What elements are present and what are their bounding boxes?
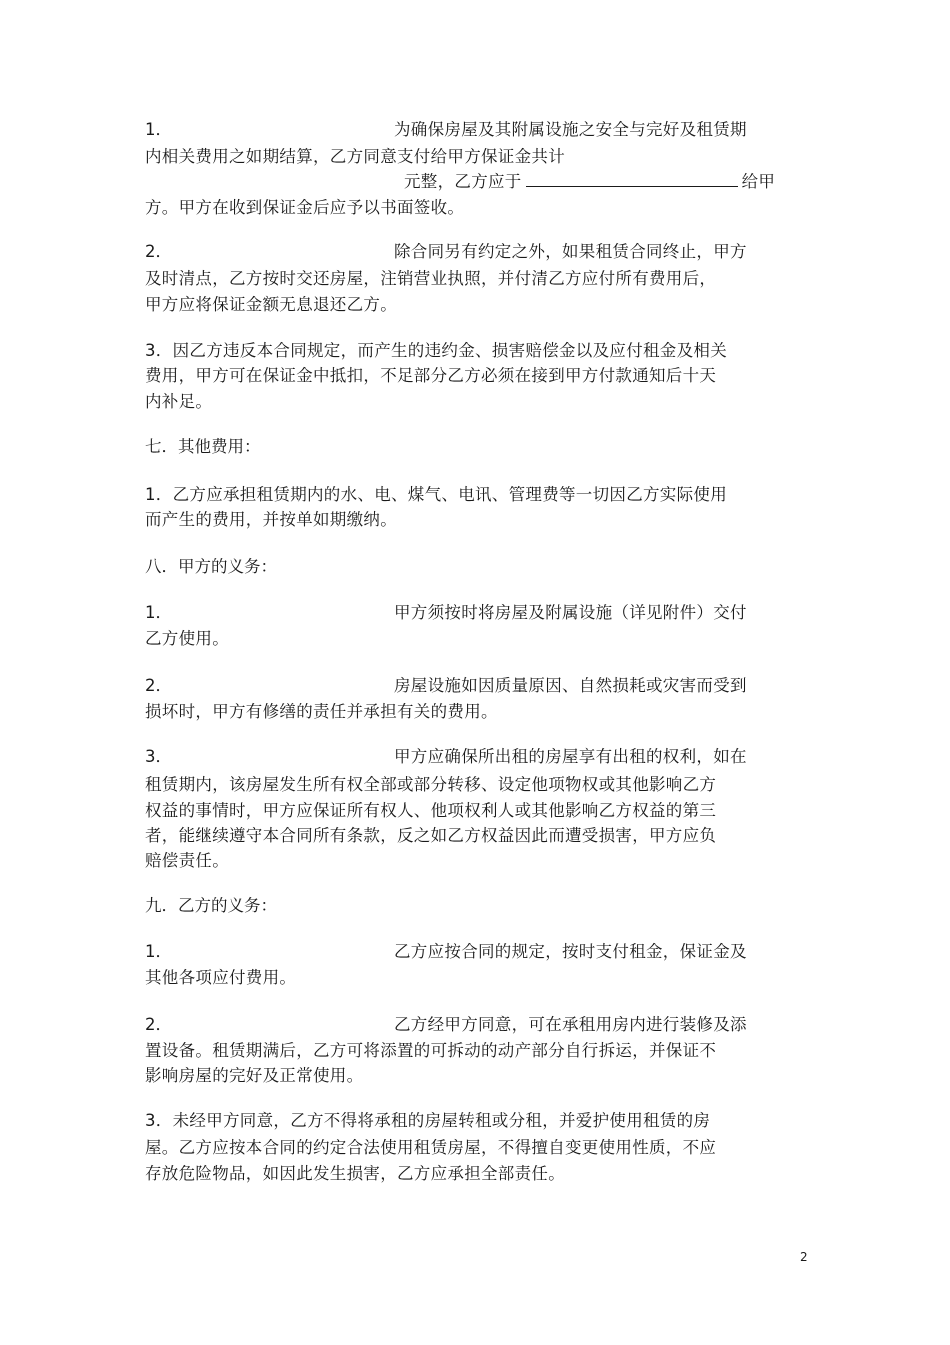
text-line: 乙方经甲方同意，可在承租用房内进行装修及添 bbox=[394, 1015, 747, 1034]
fill-in-blank bbox=[526, 172, 738, 187]
clause-number: 1． bbox=[145, 120, 172, 139]
text-line: 为确保房屋及其附属设施之安全与完好及租赁期 bbox=[394, 120, 747, 139]
text-fragment: 给甲 bbox=[741, 172, 776, 191]
text-line: 3．因乙方违反本合同规定，而产生的违约金、损害赔偿金以及应付租金及相关 bbox=[145, 341, 727, 360]
text-line: 租赁期内，该房屋发生所有权全部或部分转移、设定他项物权或其他影响乙方 bbox=[145, 775, 717, 794]
text-line: 费用，甲方可在保证金中抵扣，不足部分乙方必须在接到甲方付款通知后十天 bbox=[145, 366, 717, 385]
section-heading: 八．甲方的义务： bbox=[145, 557, 277, 576]
text-line: 甲方应将保证金额无息退还乙方。 bbox=[145, 295, 397, 314]
section-heading: 七．其他费用： bbox=[145, 437, 261, 456]
text-line: 1．乙方应承担租赁期内的水、电、煤气、电讯、管理费等一切因乙方实际使用 bbox=[145, 485, 727, 504]
clause-number: 1． bbox=[145, 603, 172, 622]
text-line: 甲方应确保所出租的房屋享有出租的权利，如在 bbox=[394, 747, 747, 766]
clause-number: 2． bbox=[145, 242, 172, 261]
text-line: 方。甲方在收到保证金后应予以书面签收。 bbox=[145, 198, 465, 217]
text-line: 存放危险物品，如因此发生损害，乙方应承担全部责任。 bbox=[145, 1164, 565, 1183]
text-line: 内相关费用之如期结算，乙方同意支付给甲方保证金共计 bbox=[145, 147, 565, 166]
text-line: 而产生的费用，并按单如期缴纳。 bbox=[145, 510, 397, 529]
clause-number: 2． bbox=[145, 1015, 172, 1034]
text-line: 房屋设施如因质量原因、自然损耗或灾害而受到 bbox=[394, 676, 747, 695]
clause-number: 2． bbox=[145, 676, 172, 695]
clause-number: 3． bbox=[145, 747, 172, 766]
text-fragment: 元整，乙方应于 bbox=[404, 172, 522, 191]
clause-number: 1． bbox=[145, 942, 172, 961]
text-line: 3．未经甲方同意，乙方不得将承租的房屋转租或分租，并爱护使用租赁的房 bbox=[145, 1111, 711, 1130]
text-line: 者，能继续遵守本合同所有条款，反之如乙方权益因此而遭受损害，甲方应负 bbox=[145, 826, 717, 845]
text-line: 及时清点，乙方按时交还房屋，注销营业执照，并付清乙方应付所有费用后， bbox=[145, 269, 717, 288]
text-line: 除合同另有约定之外，如果租赁合同终止，甲方 bbox=[394, 242, 747, 261]
text-line: 权益的事情时，甲方应保证所有权人、他项权利人或其他影响乙方权益的第三 bbox=[145, 801, 717, 820]
text-line: 影响房屋的完好及正常使用。 bbox=[145, 1066, 364, 1085]
text-line: 屋。乙方应按本合同的约定合法使用租赁房屋，不得擅自变更使用性质，不应 bbox=[145, 1138, 717, 1157]
text-line: 置设备。租赁期满后，乙方可将添置的可拆动的动产部分自行拆运，并保证不 bbox=[145, 1041, 717, 1060]
text-line: 乙方使用。 bbox=[145, 629, 229, 648]
text-line: 其他各项应付费用。 bbox=[145, 968, 297, 987]
page-number: 2 bbox=[800, 1250, 808, 1264]
text-line: 内补足。 bbox=[145, 392, 213, 411]
text-line: 赔偿责任。 bbox=[145, 851, 229, 870]
text-line: 损坏时，甲方有修缮的责任并承担有关的费用。 bbox=[145, 702, 498, 721]
section-heading: 九．乙方的义务： bbox=[145, 896, 277, 915]
text-line-with-blank bbox=[404, 172, 775, 192]
text-line: 甲方须按时将房屋及附属设施（详见附件）交付 bbox=[394, 603, 747, 622]
text-line: 乙方应按合同的规定，按时支付租金，保证金及 bbox=[394, 942, 747, 961]
